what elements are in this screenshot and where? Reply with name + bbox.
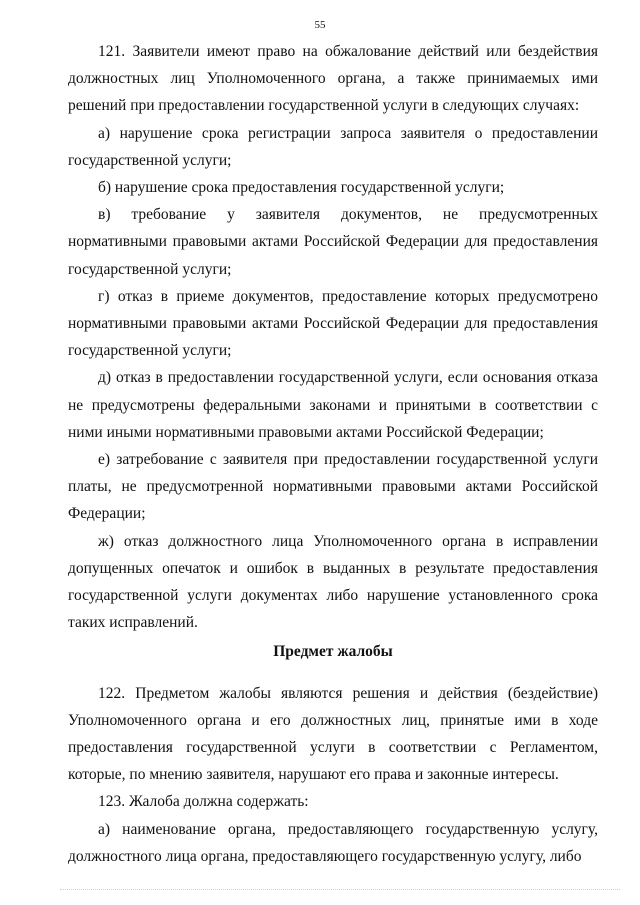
scan-artifact-line [60, 889, 620, 891]
list-item-v: в) требование у заявителя документов, не предусмотренных нормативными правовыми актами Российской Федерации для предоставления государственной услуги; [68, 206, 598, 278]
list-item-a: а) нарушение срока регистрации запроса заявителя о предоставлении государственной услуги; [68, 124, 598, 169]
document-body [68, 38, 598, 870]
page-number: 55 [314, 19, 326, 31]
list-item-g: г) отказ в приеме документов, предоставление которых предусмотрено нормативными правовыми актами Российской Федерации для предоставления государственной услуги; [68, 287, 598, 360]
list-item-123-a: а) наименование органа, предоставляющего государственную услугу, должностного лица органа, предоставляющего государственную услугу, либо [68, 820, 598, 865]
paragraph-122: 122. Предметом жалобы являются решения и действия (бездействие) Уполномоченного органа и его должностных лиц, принятые ими в ходе предоставления государственной услуги в соответствии с Регламентом, которые, по мнению заявителя, нарушают его права и законные интересы. [68, 684, 598, 784]
list-item-zh: ж) отказ должностного лица Уполномоченного органа в исправлении допущенных опечаток и ошибок в выданных в результате предоставления государственной услуги документах либо нарушение установленного срока таких исправлений. [68, 532, 598, 632]
list-item-e: е) затребование с заявителя при предоставлении государственной услуги платы, не предусмотренной нормативными правовыми актами Российской Федерации; [68, 451, 598, 523]
list-item-d: д) отказ в предоставлении государственной услуги, если основания отказа не предусмотрены федеральными законами и принятыми в соответствии с ними иными нормативными правовыми актами Российской Федерации; [68, 369, 598, 441]
list-item-b: б) нарушение срока предоставления государственной услуги; [98, 179, 505, 197]
section-heading: Предмет жалобы [273, 643, 393, 661]
paragraph-121: 121. Заявители имеют право на обжалование действий или бездействия должностных лиц Уполномоченного органа, а также принимаемых ими решений при предоставлении государственной услуги в следующих случаях: [68, 43, 598, 115]
paragraph-123: 123. Жалоба должна содержать: [98, 793, 309, 811]
